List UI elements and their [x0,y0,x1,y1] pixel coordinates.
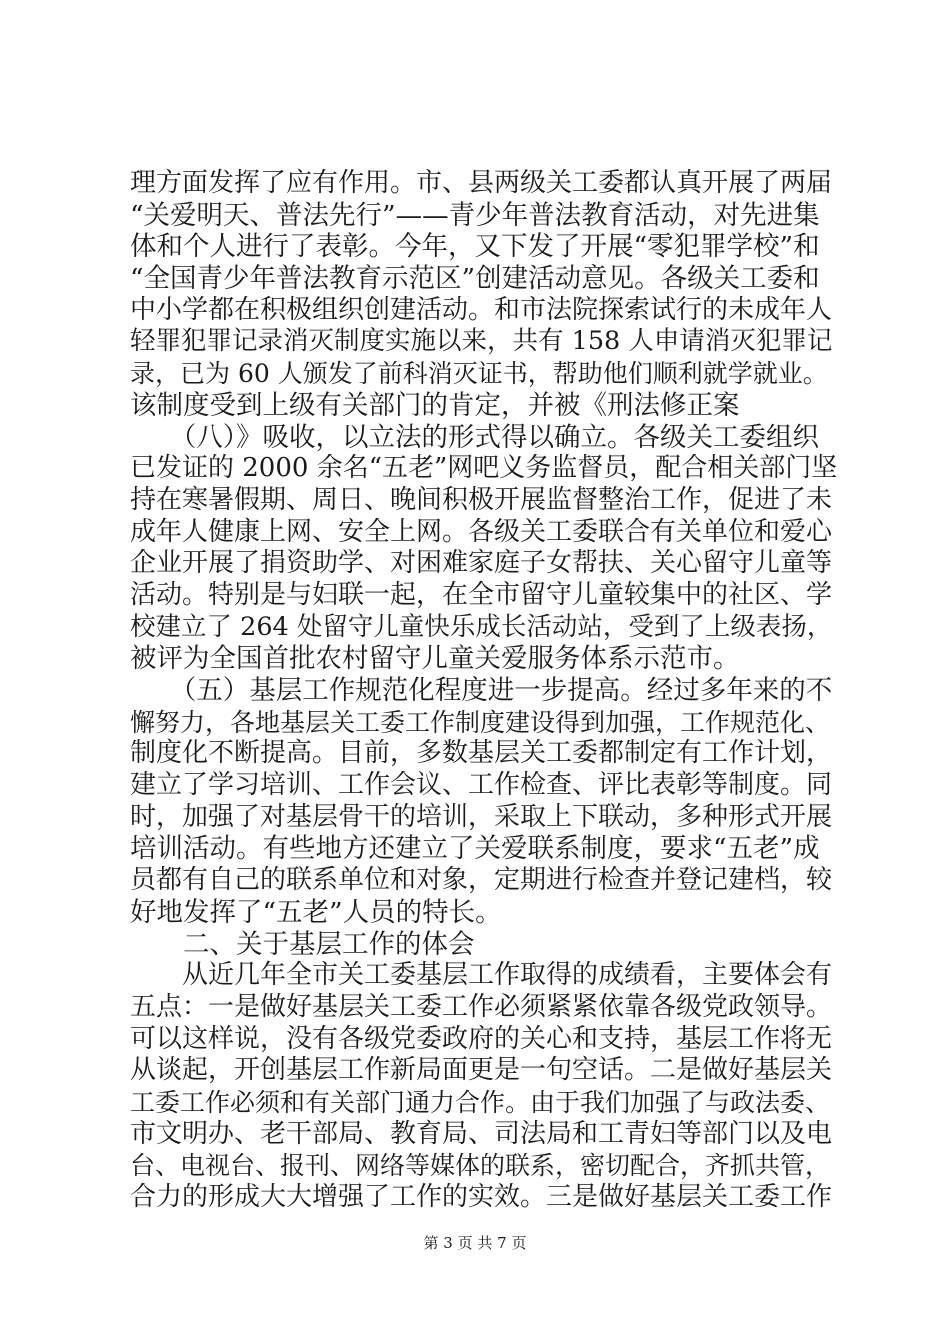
text-line: （八）》吸收，以立法的形式得以确立。各级关工委组织 [130,421,819,453]
text-line: 轻罪犯罪记录消灭制度实施以来，共有 158 人申请消灭犯罪记 [130,326,833,357]
text-line: 已发证的 2000 余名“五老”网吧义务监督员，配合相关部门坚 [130,453,838,484]
text-line: 从近几年全市关工委基层工作取得的成绩看，主要体会有 [130,960,833,991]
text-line: 该制度受到上级有关部门的肯定，并被《刑法修正案 [130,389,740,421]
text-line: 持在寒暑假期、周日、晚间积极开展监督整治工作，促进了未 [130,484,833,515]
text-line: 时，加强了对基层骨干的培训，采取上下联动，多种形式开展 [130,801,833,832]
text-line: 活动。特别是与妇联一起，在全市留守儿童较集中的社区、学 [130,579,833,610]
text-line: 企业开展了捐资助学、对困难家庭子女帮扶、关心留守儿童等 [130,548,833,579]
page-number-footer: 第 3 页 共 7 页 [423,1234,527,1252]
text-line: 好地发挥了“五老”人员的特长。 [130,896,502,928]
text-line: 理方面发挥了应有作用。市、县两级关工委都认真开展了两届 [130,168,833,198]
text-line: 台、电视台、报刊、网络等媒体的联系，密切配合，齐抓共管， [130,1151,831,1181]
text-line: 员都有自己的联系单位和对象，定期进行检查并登记建档，较 [130,865,833,896]
text-line: （五）基层工作规范化程度进一步提高。经过多年来的不 [130,675,833,706]
text-line: “关爱明天、普法先行”——青少年普法教育活动，对先进集 [130,199,820,231]
text-line: 市文明办、老干部局、教育局、司法局和工青妇等部门以及电 [130,1118,833,1149]
text-line: 可以这样说，没有各级党委政府的关心和支持，基层工作将无 [130,1023,833,1054]
text-line: 五点：一是做好基层关工委工作必须紧紧依靠各级党政领导。 [130,991,833,1022]
text-line: 成年人健康上网、安全上网。各级关工委联合有关单位和爱心 [130,516,833,547]
text-line: 合力的形成大大增强了工作的实效。三是做好基层关工委工作 [130,1182,833,1212]
text-line: 中小学都在积极组织创建活动。和市法院探索试行的未成年人 [130,294,833,325]
text-line: 制度化不断提高。目前，多数基层关工委都制定有工作计划， [130,738,833,769]
section-heading: 二、关于基层工作的体会 [130,928,475,960]
text-line: 工委工作必须和有关部门通力合作。由于我们加强了与政法委、 [130,1087,831,1117]
text-line: 录，已为 60 人颁发了前科消灭证书，帮助他们顺利就学就业。 [130,359,828,389]
text-line: “全国青少年普法教育示范区”创建活动意见。各级关工委和 [130,263,820,295]
text-line: 体和个人进行了表彰。今年，又下发了开展“零犯罪学校”和 [130,231,820,263]
text-line: 校建立了 264 处留守儿童快乐成长活动站，受到了上级表扬， [130,611,833,642]
text-line: 被评为全国首批农村留守儿童关爱服务体系示范市。 [130,643,740,675]
text-line: 懈努力，各地基层关工委工作制度建设得到加强，工作规范化、 [130,707,831,737]
text-line: 从谈起，开创基层工作新局面更是一句空话。二是做好基层关 [130,1055,833,1086]
text-line: 建立了学习培训、工作会议、工作检查、评比表彰等制度。同 [130,770,833,801]
text-line: 培训活动。有些地方还建立了关爱联系制度，要求“五老”成 [130,833,820,865]
body-text [130,168,838,1214]
